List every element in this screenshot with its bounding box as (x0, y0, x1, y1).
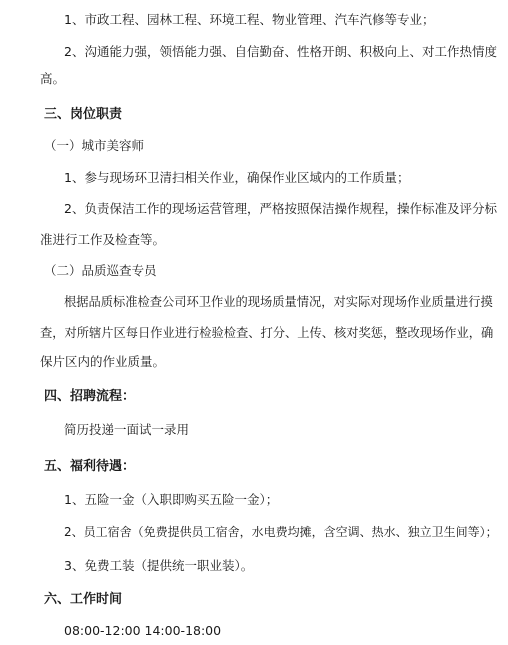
section-heading-process: 四、招聘流程： (44, 389, 136, 404)
section-heading-duties: 三、岗位职责 (44, 107, 123, 122)
benefit-item-2: 2、员工宿舍（免费提供员工宿舍，水电费均摊，含空调、热水、独立卫生间等）； (64, 525, 498, 539)
section-heading-hours: 六、工作时间 (44, 592, 123, 607)
subsection-heading-beautician: （一）城市美容师 (44, 138, 145, 153)
duty-item-2-line-2: 准进行工作及检查等。 (40, 232, 166, 247)
section-heading-benefits: 五、福利待遇： (44, 459, 136, 474)
requirement-item-1: 1、市政工程、园林工程、环境工程、物业管理、汽车汽修等专业； (64, 12, 435, 27)
duty-item-2-line-1: 2、负责保洁工作的现场运营管理，严格按照保洁操作规程，操作标准及评分标 (64, 201, 497, 216)
inspector-paragraph-line-3: 保片区内的作业质量。 (40, 354, 166, 369)
duty-item-1: 1、参与现场环卫清扫相关作业，确保作业区域内的工作质量； (64, 170, 410, 185)
inspector-paragraph-line-2: 查，对所辖片区每日作业进行检验检查、打分、上传、核对奖惩，整改现场作业，确 (40, 326, 494, 340)
requirement-item-2-line-1: 2、沟通能力强，领悟能力强、自信勤奋、性格开朗、积极向上、对工作热情度 (64, 44, 497, 59)
benefit-item-1: 1、五险一金（入职即购买五险一金）； (64, 492, 279, 507)
subsection-heading-inspector: （二）品质巡查专员 (44, 263, 157, 278)
benefit-item-3: 3、免费工装（提供统一职业装）。 (64, 558, 254, 573)
working-hours-text: 08:00-12:00 14:00-18:00 (64, 623, 222, 638)
process-text: 简历投递一面试一录用 (64, 422, 190, 437)
requirement-item-2-line-2: 高。 (40, 71, 66, 86)
inspector-paragraph-line-1: 根据品质标准检查公司环卫作业的现场质量情况，对实际对现场作业质量进行摸 (64, 295, 493, 309)
